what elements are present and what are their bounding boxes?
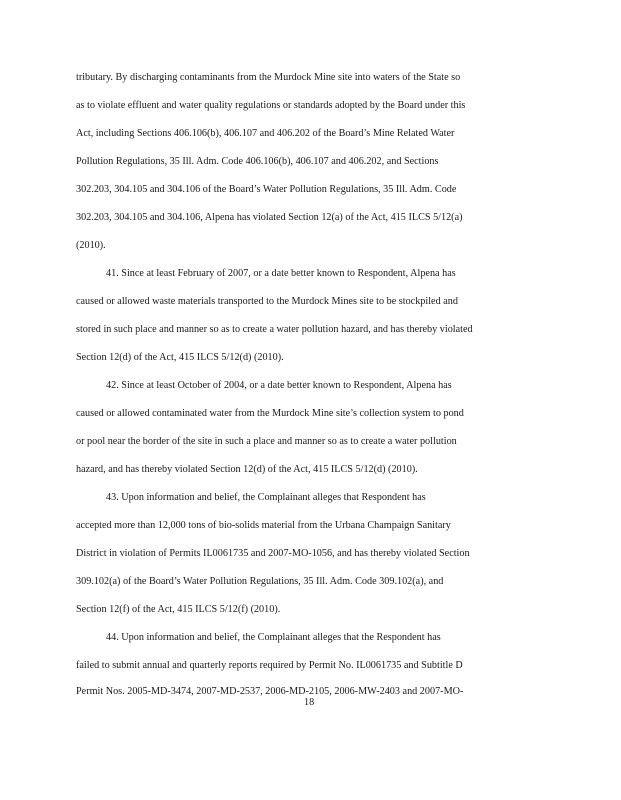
body-line: caused or allowed waste materials transported to the Murdock Mines site to be stockpiled and [76,296,458,307]
body-line: or pool near the border of the site in such a place and manner so as to create a water pollution [76,436,457,447]
page-number: 18 [304,697,315,708]
body-line: as to violate effluent and water quality regulations or standards adopted by the Board under this [76,100,466,111]
paragraph-42-first-line: 42. Since at least October of 2004, or a date better known to Respondent, Alpena has [106,380,452,391]
body-line: accepted more than 12,000 tons of bio-solids material from the Urbana Champaign Sanitary [76,520,451,531]
body-line: (2010). [76,240,106,251]
body-line: 302.203, 304.105 and 304.106, Alpena has violated Section 12(a) of the Act, 415 ILCS 5/12(a) [76,212,463,223]
body-line: failed to submit annual and quarterly reports required by Permit No. IL0061735 and Subtitle D [76,660,463,671]
body-line: District in violation of Permits IL0061735 and 2007-MO-1056, and has thereby violated Section [76,548,470,559]
body-line: Section 12(f) of the Act, 415 ILCS 5/12(f) (2010). [76,604,281,615]
body-line: Act, including Sections 406.106(b), 406.107 and 406.202 of the Board’s Mine Related Water [76,128,455,139]
body-line: Pollution Regulations, 35 Ill. Adm. Code 406.106(b), 406.107 and 406.202, and Sections [76,156,439,167]
body-line: stored in such place and manner so as to create a water pollution hazard, and has thereby violated [76,324,473,335]
body-line: Section 12(d) of the Act, 415 ILCS 5/12(d) (2010). [76,352,284,363]
body-line: 302.203, 304.105 and 304.106 of the Board’s Water Pollution Regulations, 35 Ill. Adm. Code [76,184,457,195]
paragraph-44-first-line: 44. Upon information and belief, the Complainant alleges that the Respondent has [106,632,441,643]
body-line: Permit Nos. 2005-MD-3474, 2007-MD-2537, 2006-MD-2105, 2006-MW-2403 and 2007-MO- [76,686,464,697]
body-line: 309.102(a) of the Board’s Water Pollution Regulations, 35 Ill. Adm. Code 309.102(a), and [76,576,444,587]
paragraph-43-first-line: 43. Upon information and belief, the Complainant alleges that Respondent has [106,492,426,503]
body-line: hazard, and has thereby violated Section 12(d) of the Act, 415 ILCS 5/12(d) (2010). [76,464,418,475]
paragraph-41-first-line: 41. Since at least February of 2007, or a date better known to Respondent, Alpena has [106,268,456,279]
body-line: caused or allowed contaminated water from the Murdock Mine site’s collection system to pond [76,408,464,419]
body-line: tributary. By discharging contaminants from the Murdock Mine site into waters of the State so [76,72,461,83]
